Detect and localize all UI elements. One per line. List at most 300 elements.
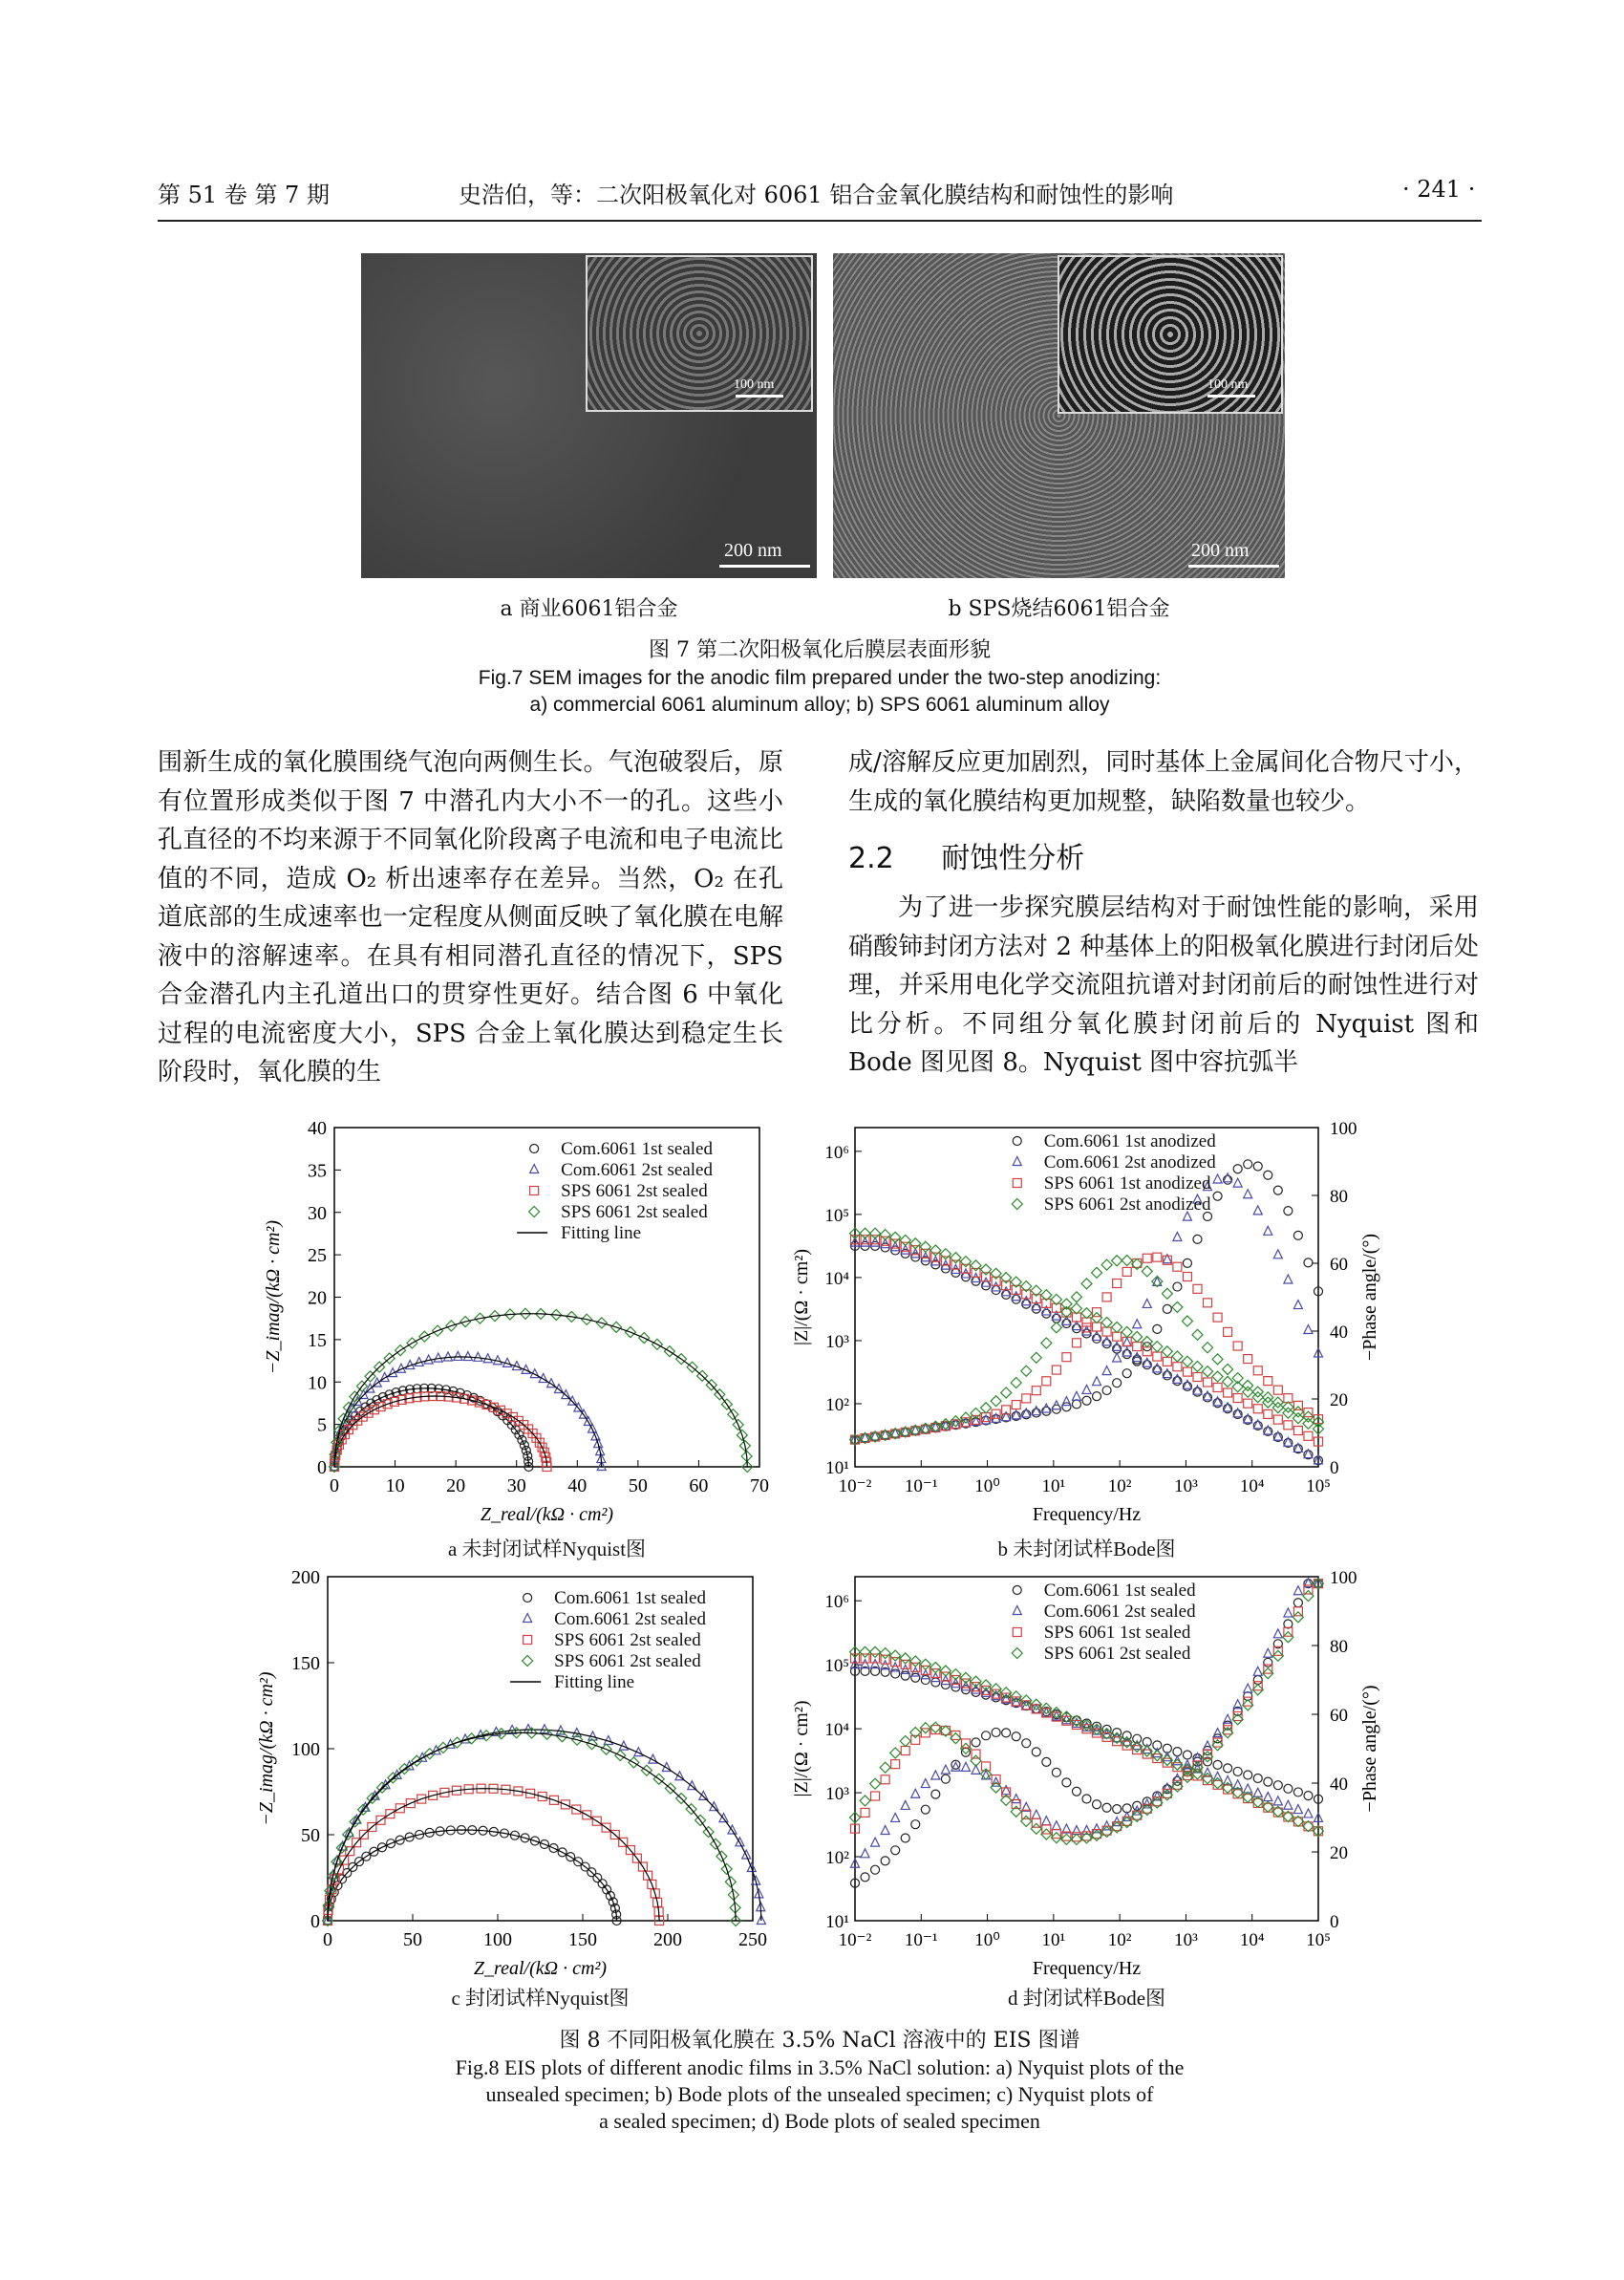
phase-point bbox=[1244, 1355, 1252, 1364]
phase-point bbox=[1244, 1160, 1252, 1169]
data-point bbox=[463, 1352, 472, 1361]
phase-point bbox=[972, 1738, 980, 1747]
legend-label: SPS 6061 2st sealed bbox=[554, 1630, 701, 1650]
phase-point bbox=[1133, 1320, 1142, 1328]
x-tick-label: 250 bbox=[738, 1929, 767, 1950]
x-tick-label: 50 bbox=[403, 1929, 422, 1950]
phase-point bbox=[1244, 1190, 1252, 1198]
phase-point bbox=[1173, 1232, 1182, 1240]
phase-point bbox=[1143, 1299, 1151, 1307]
fitting-line bbox=[328, 1730, 761, 1921]
x-axis-label: Z_real/(kΩ · cm²) bbox=[480, 1504, 614, 1525]
x-tick-label: 10² bbox=[1107, 1930, 1132, 1950]
paragraph: 围新生成的氧化膜围绕气泡向两侧生长。气泡破裂后，原有位置形成类似于图 7 中潜孔内大小不一的孔。这些小孔直径的不均来源于不同氧化阶段离子电流和电子电流比值的不同，造成 O₂ 析出速率存在差异。当然，O₂ 在孔道底部的生成速率也一定程度从侧面反映了氧化膜在电解液中的溶解速率。在具有相同潜孔直径的情况下，SPS 合金潜孔内主孔道出口的贯穿性更好。结合图 6 中氧化过程的电流密度大小，SPS 合金上氧化膜达到稳定生长阶段时，氧化膜的生 bbox=[158, 748, 783, 1086]
modulus-point bbox=[1152, 1342, 1163, 1352]
phase-point bbox=[1304, 1324, 1313, 1333]
modulus-point bbox=[1253, 1775, 1262, 1783]
phase-point bbox=[901, 1800, 909, 1809]
phase-point bbox=[1293, 1407, 1303, 1417]
legend-label: Com.6061 2st sealed bbox=[561, 1160, 714, 1180]
modulus-point bbox=[1112, 1322, 1122, 1332]
modulus-point bbox=[1173, 1756, 1182, 1765]
legend-label: SPS 6061 1st anodized bbox=[1043, 1173, 1211, 1194]
y2-axis-label: −Phase angle/(°) bbox=[1359, 1685, 1380, 1813]
phase-point bbox=[1001, 1387, 1012, 1398]
phase-point bbox=[881, 1857, 889, 1865]
y-tick-label: 10 bbox=[308, 1372, 327, 1394]
y-tick-label: 10² bbox=[825, 1394, 849, 1415]
modulus-point bbox=[910, 1238, 921, 1249]
modulus-point bbox=[1182, 1356, 1192, 1366]
modulus-point bbox=[991, 1684, 1001, 1694]
section-title: 耐蚀性分析 bbox=[941, 842, 1085, 875]
y-tick-label: 0 bbox=[310, 1911, 320, 1932]
modulus-point bbox=[1273, 1781, 1282, 1790]
data-point bbox=[434, 1353, 442, 1362]
data-point bbox=[699, 1791, 708, 1799]
phase-point bbox=[1173, 1262, 1182, 1271]
legend-label: SPS 6061 2st sealed bbox=[1043, 1644, 1191, 1664]
legend-label: Fitting line bbox=[554, 1672, 635, 1692]
phase-point bbox=[1264, 1171, 1272, 1179]
x-axis-label: Frequency/Hz bbox=[1032, 1504, 1142, 1525]
modulus-point bbox=[1253, 1788, 1262, 1796]
legend-marker bbox=[1012, 1648, 1022, 1659]
x-tick-label: 30 bbox=[506, 1475, 526, 1496]
scale-label-inset-a: 100 nm bbox=[734, 377, 775, 392]
phase-point bbox=[1293, 1599, 1302, 1607]
modulus-point bbox=[1061, 1299, 1072, 1309]
phase-point bbox=[920, 1723, 930, 1733]
page-number: · 241 · bbox=[1402, 176, 1476, 203]
x-tick-label: 100 bbox=[483, 1929, 512, 1950]
legend-marker bbox=[530, 1165, 539, 1173]
modulus-point bbox=[1204, 1391, 1212, 1400]
phase-point bbox=[901, 1834, 909, 1842]
legend-marker bbox=[530, 1187, 539, 1195]
modulus-point bbox=[880, 1648, 890, 1659]
phase-point bbox=[1233, 1165, 1242, 1173]
phase-point bbox=[1072, 1787, 1080, 1796]
legend-marker bbox=[524, 1636, 532, 1645]
y-tick-label: 35 bbox=[308, 1160, 327, 1182]
phase-point bbox=[951, 1733, 961, 1744]
phase-point bbox=[1113, 1805, 1122, 1814]
phase-point bbox=[1122, 1256, 1132, 1266]
modulus-point bbox=[972, 1688, 980, 1696]
phase-point bbox=[1244, 1684, 1252, 1692]
phase-point bbox=[1081, 1279, 1092, 1289]
phase-point bbox=[1082, 1396, 1091, 1405]
phase-point bbox=[880, 1762, 890, 1773]
data-point bbox=[710, 1802, 718, 1811]
phase-point bbox=[931, 1790, 940, 1798]
legend-label: Com.6061 2st sealed bbox=[554, 1609, 707, 1629]
data-point bbox=[444, 1352, 453, 1361]
phase-point bbox=[861, 1873, 869, 1882]
phase-point bbox=[1012, 1401, 1020, 1409]
phase-point bbox=[1031, 1352, 1041, 1363]
phase-point bbox=[1273, 1186, 1282, 1194]
legend-marker bbox=[1013, 1586, 1021, 1595]
phase-point bbox=[860, 1796, 870, 1806]
phase-point bbox=[1052, 1768, 1060, 1776]
x-axis-label: Frequency/Hz bbox=[1032, 1958, 1142, 1979]
legend-label: Com.6061 1st sealed bbox=[554, 1588, 707, 1608]
legend-label: SPS 6061 2st sealed bbox=[554, 1651, 701, 1671]
x-tick-label: 20 bbox=[446, 1475, 466, 1496]
phase-point bbox=[1102, 1366, 1111, 1375]
phase-point bbox=[1092, 1267, 1102, 1278]
y-tick-label: 10³ bbox=[825, 1331, 849, 1352]
y2-tick-label: 80 bbox=[1330, 1637, 1348, 1657]
modulus-point bbox=[1264, 1409, 1272, 1418]
phase-point bbox=[1022, 1739, 1031, 1748]
modulus-point bbox=[1122, 1326, 1132, 1337]
modulus-point bbox=[1293, 1805, 1302, 1814]
phase-point bbox=[1304, 1258, 1313, 1267]
phase-point bbox=[1173, 1282, 1182, 1291]
y2-tick-label: 40 bbox=[1330, 1775, 1348, 1795]
modulus-point bbox=[1102, 1327, 1111, 1336]
legend-label: Fitting line bbox=[561, 1223, 642, 1243]
modulus-point bbox=[1113, 1332, 1122, 1341]
x-tick-label: 0 bbox=[323, 1929, 332, 1950]
phase-point bbox=[901, 1747, 909, 1755]
legend-marker bbox=[529, 1207, 540, 1217]
x-tick-label: 10² bbox=[1107, 1476, 1132, 1496]
fig7-caption-en-1: Fig.7 SEM images for the anodic film prepared under the two-step anodizing: bbox=[478, 667, 1162, 689]
phase-point bbox=[1102, 1821, 1111, 1830]
y-tick-label: 50 bbox=[301, 1825, 320, 1846]
phase-point bbox=[871, 1792, 880, 1800]
phase-point bbox=[900, 1735, 910, 1746]
legend-marker bbox=[524, 1614, 532, 1623]
modulus-point bbox=[1002, 1290, 1011, 1299]
phase-point bbox=[1264, 1648, 1272, 1657]
phase-point bbox=[1273, 1250, 1282, 1258]
phase-point bbox=[1002, 1786, 1011, 1795]
y-tick-label: 10¹ bbox=[825, 1458, 849, 1478]
phase-point bbox=[1082, 1385, 1091, 1393]
phase-point bbox=[891, 1846, 900, 1855]
modulus-point bbox=[951, 1253, 961, 1263]
phase-point bbox=[1011, 1378, 1021, 1388]
modulus-point bbox=[1173, 1748, 1182, 1756]
y-tick-label: 10⁶ bbox=[824, 1592, 849, 1613]
modulus-point bbox=[901, 1671, 909, 1680]
y2-tick-label: 20 bbox=[1330, 1390, 1348, 1410]
y2-tick-label: 20 bbox=[1330, 1843, 1348, 1863]
modulus-point bbox=[860, 1646, 870, 1657]
modulus-point bbox=[1253, 1405, 1262, 1413]
data-point bbox=[474, 1352, 482, 1361]
phase-point bbox=[1021, 1816, 1032, 1826]
y-tick-label: 5 bbox=[317, 1414, 327, 1436]
fig8-caption-cn: 图 8 不同阳极氧化膜在 3.5% NaCl 溶液中的 EIS 图谱 bbox=[559, 2029, 1080, 2053]
phase-point bbox=[1021, 1366, 1032, 1376]
scale-label-a: 200 nm bbox=[724, 540, 782, 561]
y-tick-label: 40 bbox=[308, 1118, 327, 1139]
x-tick-label: 10⁵ bbox=[1306, 1476, 1331, 1496]
y2-tick-label: 100 bbox=[1330, 1119, 1357, 1139]
fig8-caption-en-3: a sealed specimen; d) Bode plots of sealed specimen bbox=[599, 2109, 1040, 2133]
phase-point bbox=[1142, 1266, 1152, 1277]
modulus-point bbox=[1183, 1380, 1191, 1388]
y2-tick-label: 0 bbox=[1330, 1912, 1339, 1932]
modulus-point bbox=[1042, 1309, 1051, 1318]
modulus-point bbox=[1132, 1331, 1143, 1342]
y-tick-label: 20 bbox=[308, 1287, 327, 1309]
phase-point bbox=[941, 1765, 950, 1774]
x-tick-label: 10⁻² bbox=[838, 1930, 872, 1950]
phase-point bbox=[1192, 1329, 1203, 1340]
modulus-point bbox=[1213, 1760, 1222, 1769]
y-tick-label: 15 bbox=[308, 1329, 327, 1351]
x-tick-label: 10¹ bbox=[1041, 1476, 1066, 1496]
modulus-point bbox=[910, 1656, 921, 1667]
modulus-point bbox=[1224, 1388, 1232, 1397]
phase-point bbox=[1093, 1377, 1101, 1386]
modulus-point bbox=[1153, 1352, 1162, 1361]
modulus-point bbox=[1213, 1383, 1222, 1391]
scale-label-b: 200 nm bbox=[1191, 540, 1250, 561]
modulus-point bbox=[1081, 1308, 1092, 1319]
modulus-point bbox=[1092, 1313, 1102, 1323]
modulus-point bbox=[1203, 1366, 1213, 1377]
phase-point bbox=[1042, 1817, 1051, 1825]
legend-label: Com.6061 2st sealed bbox=[1043, 1602, 1196, 1622]
phase-point bbox=[1193, 1284, 1202, 1293]
phase-point bbox=[1143, 1799, 1151, 1808]
data-point bbox=[454, 1351, 462, 1360]
phase-point bbox=[1243, 1380, 1253, 1390]
y-tick-label: 10² bbox=[825, 1848, 849, 1869]
modulus-point bbox=[870, 1646, 881, 1657]
y2-tick-label: 40 bbox=[1330, 1323, 1348, 1343]
phase-point bbox=[1032, 1748, 1040, 1756]
x-tick-label: 10⁴ bbox=[1239, 1930, 1265, 1950]
legend-marker bbox=[523, 1656, 533, 1667]
phase-point bbox=[1062, 1778, 1071, 1787]
phase-point bbox=[1283, 1632, 1293, 1643]
phase-point bbox=[1264, 1658, 1272, 1667]
phase-point bbox=[1052, 1821, 1060, 1830]
modulus-point bbox=[1133, 1343, 1142, 1351]
phase-point bbox=[1102, 1293, 1111, 1301]
modulus-point bbox=[930, 1663, 941, 1673]
y-axis-label: −Z_imag/(kΩ · cm²) bbox=[256, 1671, 277, 1826]
x-tick-label: 10⁵ bbox=[1306, 1930, 1331, 1950]
phase-point bbox=[930, 1722, 941, 1732]
legend-marker bbox=[1013, 1606, 1021, 1615]
modulus-point bbox=[1012, 1295, 1020, 1303]
modulus-point bbox=[1273, 1415, 1282, 1424]
phase-point bbox=[881, 1775, 889, 1784]
modulus-point bbox=[960, 1257, 971, 1267]
modulus-point bbox=[1183, 1367, 1191, 1376]
y-axis-label: |Z|/(Ω · cm²) bbox=[791, 1248, 812, 1346]
phase-point bbox=[1273, 1386, 1282, 1394]
phase-point bbox=[991, 1396, 1001, 1407]
legend-label: SPS 6061 1st sealed bbox=[1043, 1623, 1191, 1643]
legend-marker bbox=[530, 1145, 539, 1153]
modulus-point bbox=[1071, 1303, 1081, 1314]
y2-tick-label: 60 bbox=[1330, 1255, 1348, 1275]
modulus-point bbox=[1303, 1418, 1314, 1429]
phase-point bbox=[1213, 1313, 1222, 1322]
modulus-point bbox=[1193, 1386, 1202, 1394]
phase-point bbox=[1253, 1366, 1262, 1375]
legend-label: Com.6061 1st sealed bbox=[1043, 1581, 1196, 1601]
phase-point bbox=[861, 1808, 869, 1817]
phase-point bbox=[1022, 1394, 1031, 1403]
modulus-point bbox=[1204, 1378, 1212, 1387]
phase-point bbox=[1051, 1323, 1061, 1333]
phase-point bbox=[1052, 1366, 1060, 1374]
modulus-point bbox=[1032, 1304, 1040, 1313]
modulus-point bbox=[940, 1249, 951, 1259]
x-tick-label: 200 bbox=[653, 1929, 682, 1950]
legend-label: Com.6061 1st anodized bbox=[1043, 1131, 1216, 1151]
x-axis-label: Z_real/(kΩ · cm²) bbox=[473, 1958, 608, 1979]
phase-point bbox=[1213, 1174, 1222, 1183]
phase-point bbox=[1032, 1810, 1040, 1818]
modulus-point bbox=[1273, 1796, 1282, 1805]
phase-point bbox=[981, 1403, 992, 1413]
modulus-point bbox=[1293, 1427, 1302, 1435]
phase-point bbox=[1041, 1338, 1052, 1348]
legend-marker bbox=[1013, 1179, 1021, 1188]
phase-point bbox=[861, 1849, 869, 1858]
x-tick-label: 50 bbox=[628, 1475, 648, 1496]
x-tick-label: 10⁻¹ bbox=[904, 1476, 938, 1496]
running-header-title: 史浩伯，等：二次阳极氧化对 6061 铝合金氧化膜结构和耐蚀性的影响 bbox=[459, 182, 1174, 208]
modulus-point bbox=[911, 1673, 920, 1682]
paragraph: 为了进一步探究膜层结构对于耐蚀性能的影响，采用硝酸铈封闭方法对 2 种基体上的阳极氧化膜进行封闭后处理，并采用电化学交流阻抗谱对封闭前后的耐蚀性进行对比分析。不同组分氧化膜封闭前后的 Nyquist 图和 Bode 图见图 8。Nyquist 图中容抗弧半 bbox=[848, 893, 1479, 1077]
phase-point bbox=[1072, 1400, 1080, 1409]
phase-point bbox=[1002, 1729, 1011, 1737]
legend-label: SPS 6061 2st sealed bbox=[561, 1181, 708, 1201]
modulus-point bbox=[1293, 1788, 1302, 1796]
modulus-point bbox=[1304, 1431, 1313, 1440]
modulus-point bbox=[900, 1653, 910, 1664]
phase-point bbox=[1122, 1369, 1131, 1378]
modulus-point bbox=[1293, 1413, 1303, 1424]
phase-point bbox=[1072, 1339, 1080, 1347]
subplot-caption-d: d 封闭试样Bode图 bbox=[1007, 1987, 1166, 2010]
x-tick-label: 10⁻² bbox=[838, 1476, 872, 1496]
y-tick-label: 10⁵ bbox=[824, 1656, 849, 1677]
y-tick-label: 10⁴ bbox=[824, 1268, 849, 1289]
phase-point bbox=[891, 1760, 900, 1769]
phase-point bbox=[1253, 1676, 1262, 1685]
x-tick-label: 10³ bbox=[1174, 1930, 1198, 1950]
modulus-point bbox=[1244, 1399, 1252, 1408]
fitting-line bbox=[334, 1357, 602, 1467]
x-tick-label: 10⁰ bbox=[974, 1476, 1000, 1496]
y-tick-label: 25 bbox=[308, 1245, 327, 1267]
phase-point bbox=[1062, 1353, 1071, 1362]
modulus-point bbox=[1052, 1314, 1060, 1323]
phase-point bbox=[1264, 1226, 1272, 1235]
phase-point bbox=[1233, 1342, 1242, 1350]
modulus-point bbox=[1223, 1376, 1233, 1387]
phase-point bbox=[1153, 1792, 1162, 1800]
modulus-point bbox=[920, 1659, 930, 1669]
legend-label: SPS 6061 2st anodized bbox=[1043, 1194, 1211, 1215]
phase-point bbox=[1293, 1586, 1302, 1595]
paragraph: 成/溶解反应更加剧烈，同时基体上金属间化合物尺寸小，生成的氧化膜结构更加规整，缺陷数量也较少。 bbox=[848, 748, 1479, 816]
phase-point bbox=[1303, 1591, 1314, 1602]
modulus-point bbox=[1101, 1317, 1112, 1327]
phase-point bbox=[1082, 1795, 1091, 1803]
y2-tick-label: 100 bbox=[1330, 1568, 1357, 1588]
x-tick-label: 60 bbox=[689, 1475, 709, 1496]
phase-point bbox=[871, 1838, 880, 1846]
phase-point bbox=[890, 1748, 901, 1758]
phase-point bbox=[1071, 1292, 1081, 1302]
phase-point bbox=[931, 1771, 940, 1779]
fitting-line bbox=[328, 1732, 736, 1921]
fitting-line bbox=[328, 1830, 617, 1921]
phase-point bbox=[1113, 1353, 1122, 1362]
phase-point bbox=[1153, 1253, 1162, 1261]
phase-point bbox=[1122, 1267, 1131, 1276]
phase-point bbox=[1072, 1391, 1080, 1400]
fig7-subcaption-b: b SPS烧结6061铝合金 bbox=[948, 597, 1170, 621]
phase-point bbox=[1101, 1259, 1112, 1270]
phase-point bbox=[1182, 1316, 1192, 1326]
legend-label: Com.6061 1st sealed bbox=[561, 1139, 714, 1159]
phase-point bbox=[1253, 1206, 1262, 1215]
phase-point bbox=[1253, 1667, 1262, 1675]
phase-point bbox=[1284, 1608, 1293, 1617]
modulus-point bbox=[1244, 1771, 1252, 1779]
phase-point bbox=[1224, 1327, 1232, 1336]
legend-marker bbox=[1013, 1628, 1021, 1637]
modulus-point bbox=[1304, 1792, 1313, 1800]
phase-point bbox=[1223, 1728, 1233, 1738]
subplot-caption-c: c 封闭试样Nyquist图 bbox=[451, 1987, 630, 2010]
y-tick-label: 150 bbox=[291, 1653, 320, 1674]
modulus-point bbox=[1162, 1346, 1172, 1357]
phase-point bbox=[1253, 1162, 1262, 1171]
fig7-caption-en-2: a) commercial 6061 aluminum alloy; b) SPS 6061 aluminum alloy bbox=[529, 694, 1110, 716]
modulus-point bbox=[971, 1260, 981, 1271]
modulus-point bbox=[1243, 1387, 1253, 1397]
phase-point bbox=[1071, 1834, 1081, 1844]
phase-point bbox=[1093, 1800, 1101, 1809]
x-tick-label: 40 bbox=[567, 1475, 588, 1496]
x-tick-label: 0 bbox=[330, 1475, 339, 1496]
phase-point bbox=[992, 1728, 1000, 1736]
phase-point bbox=[1042, 1757, 1051, 1766]
modulus-point bbox=[1212, 1371, 1223, 1382]
fig8-caption-en-1: Fig.8 EIS plots of different anodic films in 3.5% NaCl solution: a) Nyquist plots of the bbox=[455, 2055, 1185, 2079]
phase-point bbox=[1042, 1407, 1051, 1415]
section-number: 2.2 bbox=[848, 842, 894, 875]
phase-point bbox=[1052, 1830, 1060, 1839]
phase-point bbox=[911, 1789, 920, 1797]
modulus-point bbox=[1193, 1373, 1202, 1382]
phase-point bbox=[1012, 1795, 1020, 1803]
phase-point bbox=[1213, 1192, 1222, 1200]
phase-point bbox=[1153, 1324, 1162, 1333]
fig7-subcaption-a: a 商业6061铝合金 bbox=[500, 597, 678, 621]
modulus-point bbox=[930, 1245, 941, 1256]
modulus-point bbox=[1243, 1792, 1253, 1802]
